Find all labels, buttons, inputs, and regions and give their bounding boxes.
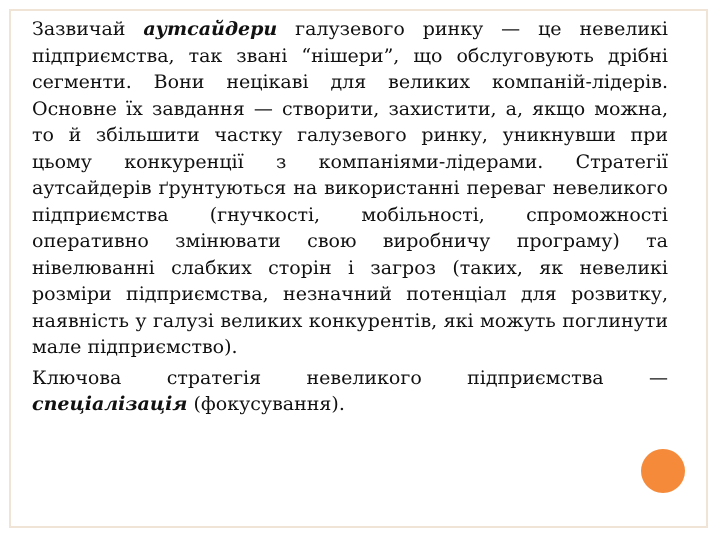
paragraph-2-intro: Ключова стратегія невеликого підприємства — [32,366,668,389]
paragraph-1-body: галузевого ринку — це невеликі підприємства, так звані “нішери”, що обслуговують дрібні сегменти. Вони нецікаві для великих компаній-лідерів. Основне їх завдання — створити, захистити, а, якщо можна, то й збільшити частку галузевого ринку, уникнувши при цьому конкуренції з компаніями-лідерами. Стратегії аутсайдерів ґрунтуються на використанні переваг невеликого підприємства (гнучкості, мобільності, спроможності оперативно змінювати свою виробничу програму) та нівелюванні слабких сторін і загроз (таких, як невеликі розміри підприємства, незначний потенціал для розвитку, наявність у галузі великих конкурентів, які можуть поглинути мале підприємство). [32,18,669,358]
orange-circle-decoration [641,449,685,493]
paragraph-1-intro: Зазвичай [32,18,144,40]
paragraph-outsiders [32,16,668,361]
term-outsiders: аутсайдери [143,18,278,40]
paragraph-key-strategy [32,365,668,418]
paragraph-2-tail: (фокусування). [187,393,345,415]
slide-content [32,16,668,418]
term-specialization: спеціалізація [32,393,188,415]
